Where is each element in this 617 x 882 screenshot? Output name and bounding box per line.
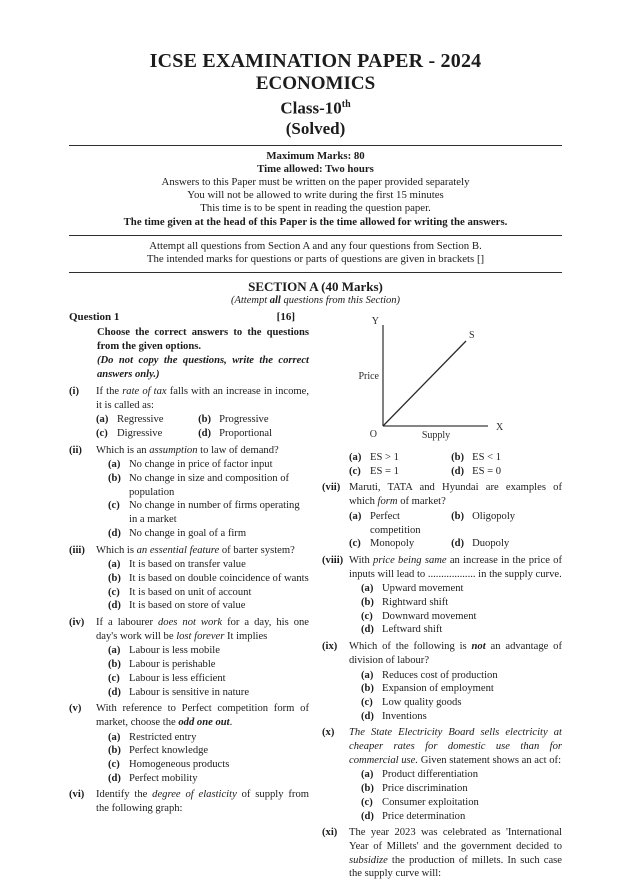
answer-option — [108, 672, 309, 686]
option-text: No change in goal of a firm — [129, 527, 247, 539]
question-body — [349, 481, 562, 551]
answer-option — [349, 510, 449, 537]
question-number: (ix) — [322, 641, 338, 653]
answer-option — [361, 810, 562, 824]
question-number: (x) — [322, 727, 335, 739]
option-text: No change in price of factor input — [129, 459, 273, 471]
text-segment: an increase in the price of inputs will lead to .................. in the supply curve. — [349, 554, 562, 580]
option-label: (b) — [108, 745, 121, 757]
option-label: (d) — [198, 427, 212, 439]
question-item — [322, 481, 562, 551]
option-text: Perfect mobility — [129, 772, 198, 784]
text-segment: If a labourer — [96, 617, 158, 629]
question-options — [96, 644, 309, 699]
option-text: Oligopoly — [472, 510, 516, 522]
two-column-body — [69, 311, 562, 882]
option-label: (d) — [108, 686, 121, 698]
answer-option — [361, 682, 562, 696]
paper-solved-label: (Solved) — [285, 118, 346, 138]
question-item — [69, 702, 309, 785]
answer-option — [198, 427, 311, 441]
question-body — [96, 544, 309, 614]
answer-option — [108, 472, 309, 499]
text-segment: for a day, his one day's work will be — [96, 617, 309, 642]
answer-option — [451, 451, 564, 465]
question-item — [322, 554, 562, 637]
text-segment: subsidize — [349, 854, 388, 866]
instruction-line: The intended marks for questions or parts of questions are given in brackets [] — [146, 253, 485, 266]
question-number: (v) — [69, 703, 82, 715]
option-text: It is based on unit of account — [129, 586, 252, 598]
answer-option — [108, 644, 309, 658]
option-text: ES < 1 — [472, 451, 502, 463]
divider-rule — [69, 235, 562, 236]
question-options — [96, 458, 309, 540]
question-number: (vi) — [69, 789, 85, 801]
right-column — [322, 311, 562, 882]
text-segment: odd one out — [178, 716, 230, 728]
answer-option — [96, 427, 196, 441]
question-body — [96, 616, 309, 699]
text-segment: does not work — [158, 617, 223, 629]
question-number: (ii) — [69, 444, 82, 456]
option-text: Leftward shift — [382, 624, 443, 636]
question-item — [69, 788, 309, 816]
text-segment: form — [377, 496, 398, 508]
x-axis-title: Supply — [421, 430, 451, 442]
text-segment: Which is — [96, 544, 137, 556]
answer-option — [108, 527, 309, 541]
question-stem — [96, 385, 309, 412]
text-segment: The State Electricity Board sells electricity at cheaper rates for domestic use than for commercial use. — [349, 727, 562, 766]
answer-option — [108, 658, 309, 672]
option-label: (a) — [349, 451, 362, 463]
option-text: Price determination — [382, 810, 466, 822]
text-segment: questions from this Section) — [280, 295, 401, 307]
answer-option — [361, 582, 562, 596]
answer-option — [361, 782, 562, 796]
attempt-instructions — [69, 240, 562, 266]
text-segment: rate of tax — [122, 385, 167, 397]
question-body — [349, 640, 562, 723]
answer-option — [349, 465, 449, 479]
text-segment: The year 2023 was celebrated as 'International Year of Millets' and the government decided to — [349, 827, 562, 852]
text-segment: the production of millets. In such case the supply curve will: — [349, 854, 562, 880]
question-stem — [96, 788, 309, 815]
text-segment: not — [471, 641, 486, 653]
answer-option — [96, 413, 196, 427]
questions-left — [69, 385, 309, 817]
answer-option — [108, 599, 309, 613]
option-label: (c) — [349, 465, 361, 477]
question-body — [96, 385, 309, 441]
option-label: (b) — [198, 414, 212, 426]
option-text: It is based on double coincidence of wants — [129, 572, 309, 584]
question-1-label: Question 1 — [69, 311, 120, 324]
option-label: (d) — [361, 710, 374, 722]
option-label: (a) — [349, 510, 362, 522]
question-number: (iii) — [69, 544, 85, 556]
instruction-line: Answers to this Paper must be written on the paper provided separately — [161, 176, 470, 189]
paper-class-superscript: th — [341, 99, 351, 110]
option-label: (b) — [108, 473, 121, 485]
answer-option — [108, 558, 309, 572]
question-stem — [349, 554, 562, 581]
supply-curve-graph — [338, 313, 518, 441]
answer-option — [108, 772, 309, 786]
answer-option — [451, 510, 564, 537]
option-label: (c) — [361, 610, 373, 622]
question-1-instruction: Choose the correct answers to the questions from the given options. — [97, 326, 309, 352]
option-text: Monopoly — [370, 538, 415, 550]
text-segment: all — [269, 295, 281, 307]
instruction-line: Time allowed: Two hours — [257, 162, 374, 175]
option-text: Inventions — [382, 710, 427, 722]
supply-curve-line — [383, 341, 466, 426]
question-number: (viii) — [322, 554, 344, 566]
option-text: Labour is less efficient — [129, 672, 226, 684]
question-item — [322, 450, 562, 478]
option-label: (c) — [96, 427, 108, 439]
question-options — [349, 510, 562, 551]
option-label: (d) — [361, 624, 374, 636]
answer-option — [349, 451, 449, 465]
answer-option — [451, 465, 564, 479]
question-number: (vii) — [322, 482, 341, 494]
text-segment: If the — [96, 385, 123, 397]
option-label: (d) — [108, 527, 121, 539]
answer-option — [451, 537, 564, 551]
option-label: (a) — [361, 669, 374, 681]
option-label: (c) — [361, 696, 373, 708]
option-text: Labour is less mobile — [129, 645, 220, 657]
option-text: Upward movement — [382, 583, 464, 595]
question-item — [322, 826, 562, 882]
question-stem — [349, 726, 562, 767]
answer-option — [108, 758, 309, 772]
option-text: Labour is perishable — [129, 659, 216, 671]
option-label: (d) — [361, 810, 374, 822]
supply-curve-label: S — [469, 330, 475, 342]
answer-option — [108, 499, 309, 526]
text-segment: price being same — [373, 554, 447, 566]
option-label: (a) — [108, 559, 121, 571]
option-label: (d) — [108, 772, 121, 784]
option-text: Expansion of employment — [382, 683, 494, 695]
option-text: Perfect competition — [370, 510, 421, 536]
answer-option — [349, 537, 449, 551]
text-segment: It implies — [224, 630, 268, 642]
option-text: Homogeneous products — [129, 759, 230, 771]
option-text: ES = 1 — [370, 465, 399, 477]
answer-option — [361, 768, 562, 782]
option-text: Perfect knowledge — [129, 745, 209, 757]
divider-rule — [69, 145, 562, 146]
option-label: (a) — [361, 583, 374, 595]
section-a-note — [69, 294, 562, 307]
instruction-line: Attempt all questions from Section A and any four questions from Section B. — [149, 239, 482, 252]
text-segment: Which is an — [96, 444, 150, 456]
text-segment: an advantage of division of labour? — [349, 641, 562, 666]
paper-title: ICSE EXAMINATION PAPER - 2024 — [149, 50, 482, 72]
option-label: (b) — [361, 783, 374, 795]
question-stem — [349, 481, 562, 508]
instruction-line: The time given at the head of this Paper is the time allowed for writing the answers. — [123, 215, 508, 228]
option-text: Downward movement — [382, 610, 477, 622]
text-segment: of market? — [397, 496, 446, 508]
text-segment: (Attempt — [230, 295, 270, 307]
question-body — [349, 450, 562, 478]
question-number: (iv) — [69, 617, 85, 629]
question-options — [96, 558, 309, 613]
question-body — [96, 788, 309, 816]
question-stem — [96, 616, 309, 643]
question-stem — [96, 702, 309, 729]
text-segment: lost forever — [176, 630, 225, 642]
question-options — [349, 768, 562, 823]
option-label: (c) — [108, 759, 120, 771]
option-text: Labour is sensitive in nature — [129, 686, 250, 698]
option-label: (b) — [361, 683, 374, 695]
instruction-line: Maximum Marks: 80 — [266, 149, 365, 162]
question-number: (xi) — [322, 827, 338, 839]
answer-option — [361, 669, 562, 683]
text-segment: falls with an increase in income, it is called as: — [96, 385, 310, 411]
paper-class-base: Class-10 — [280, 98, 342, 118]
question-stem — [96, 544, 309, 558]
divider-rule — [69, 272, 562, 273]
option-label: (d) — [108, 600, 121, 612]
option-label: (b) — [451, 510, 465, 522]
question-item — [322, 640, 562, 723]
question-item — [69, 444, 309, 541]
question-options — [349, 582, 562, 637]
answer-option — [108, 744, 309, 758]
question-item — [69, 616, 309, 699]
question-body — [349, 554, 562, 637]
answer-option — [361, 596, 562, 610]
option-text: Reduces cost of production — [382, 669, 498, 681]
option-label: (d) — [451, 538, 465, 550]
option-label: (c) — [108, 586, 120, 598]
text-segment: Identify the — [96, 789, 153, 801]
option-label: (a) — [361, 769, 374, 781]
text-segment: . — [229, 716, 233, 728]
option-text: Restricted entry — [129, 731, 197, 743]
question-number: (i) — [69, 385, 79, 397]
option-text: Rightward shift — [382, 597, 449, 609]
option-text: It is based on transfer value — [129, 559, 246, 571]
option-label: (a) — [108, 645, 121, 657]
question-stem — [349, 640, 562, 667]
question-body — [349, 726, 562, 823]
paper-subject: ECONOMICS — [255, 73, 376, 94]
option-label: (b) — [108, 572, 121, 584]
answer-option — [108, 458, 309, 472]
question-1-marks: [16] — [276, 311, 295, 324]
paper-header — [69, 50, 562, 139]
option-text: No change in number of firms operating in a market — [129, 500, 300, 526]
option-label: (a) — [108, 731, 121, 743]
option-label: (b) — [451, 451, 465, 463]
option-text: ES > 1 — [370, 451, 399, 463]
option-label: (d) — [451, 465, 465, 477]
answer-option — [108, 572, 309, 586]
answer-option — [361, 696, 562, 710]
question-stem — [349, 826, 562, 881]
question-number — [322, 450, 349, 478]
option-text: Regressive — [117, 414, 164, 426]
option-label: (a) — [108, 459, 121, 471]
y-axis-end-label: Y — [371, 316, 379, 328]
option-text: Consumer exploitation — [382, 796, 479, 808]
option-text: Duopoly — [472, 538, 510, 550]
option-text: Progressive — [219, 414, 269, 426]
answer-option — [361, 796, 562, 810]
text-segment: Maruti, TATA and Hyundai are examples of which — [349, 482, 562, 508]
text-segment: of barter system? — [219, 544, 295, 556]
question-stem — [96, 444, 309, 458]
option-text: It is based on store of value — [129, 600, 246, 612]
answer-option — [361, 623, 562, 637]
option-label: (c) — [349, 538, 361, 550]
text-segment: Given statement shows an act of: — [418, 754, 562, 766]
option-label: (b) — [361, 597, 374, 609]
question-body — [349, 826, 562, 882]
option-text: Low quality goods — [382, 696, 462, 708]
text-segment: to law of demand? — [197, 444, 279, 456]
option-label: (c) — [361, 796, 373, 808]
answer-option — [198, 413, 311, 427]
option-label: (c) — [108, 500, 120, 512]
answer-option — [361, 710, 562, 724]
question-options — [96, 413, 309, 440]
option-text: No change in size and composition of population — [129, 473, 290, 498]
question-options — [349, 451, 562, 478]
answer-option — [361, 610, 562, 624]
question-options — [96, 731, 309, 786]
answer-option — [108, 731, 309, 745]
question-item — [69, 385, 309, 441]
general-instructions — [69, 150, 562, 229]
text-segment: With reference to Perfect competition form of market, choose the — [96, 703, 309, 728]
y-axis-title: Price — [358, 371, 379, 383]
supply-curve-figure — [338, 313, 562, 446]
option-text: ES = 0 — [472, 465, 502, 477]
text-segment: Which of the following is — [349, 641, 472, 653]
question-1-header — [69, 311, 309, 325]
instruction-line: This time is to be spent in reading the question paper. — [200, 202, 431, 215]
option-label: (c) — [108, 672, 120, 684]
question-body — [96, 702, 309, 785]
left-column — [69, 311, 309, 882]
text-segment: assumption — [149, 444, 198, 456]
question-item — [69, 544, 309, 614]
text-segment: With — [349, 554, 374, 566]
question-options — [349, 669, 562, 724]
text-segment: degree of elasticity — [152, 789, 237, 801]
x-axis-end-label: X — [496, 422, 504, 434]
question-item — [322, 726, 562, 823]
option-text: Digressive — [117, 427, 163, 439]
text-segment: of supply from the following graph: — [96, 789, 309, 815]
section-a-title: SECTION A (40 Marks) — [248, 279, 383, 295]
question-1-note: (Do not copy the questions, write the correct answers only.) — [97, 355, 309, 381]
option-text: Price discrimination — [382, 783, 468, 795]
question-body — [96, 444, 309, 541]
option-label: (a) — [96, 414, 109, 426]
answer-option — [108, 686, 309, 700]
questions-right — [322, 450, 562, 882]
option-text: Product differentiation — [382, 769, 479, 781]
option-label: (b) — [108, 659, 121, 671]
answer-option — [108, 586, 309, 600]
option-text: Proportional — [219, 427, 273, 439]
instruction-line: You will not be allowed to write during the first 15 minutes — [187, 189, 444, 202]
paper-class — [69, 95, 562, 119]
text-segment: an essential feature — [136, 544, 220, 556]
origin-label: O — [369, 429, 377, 441]
